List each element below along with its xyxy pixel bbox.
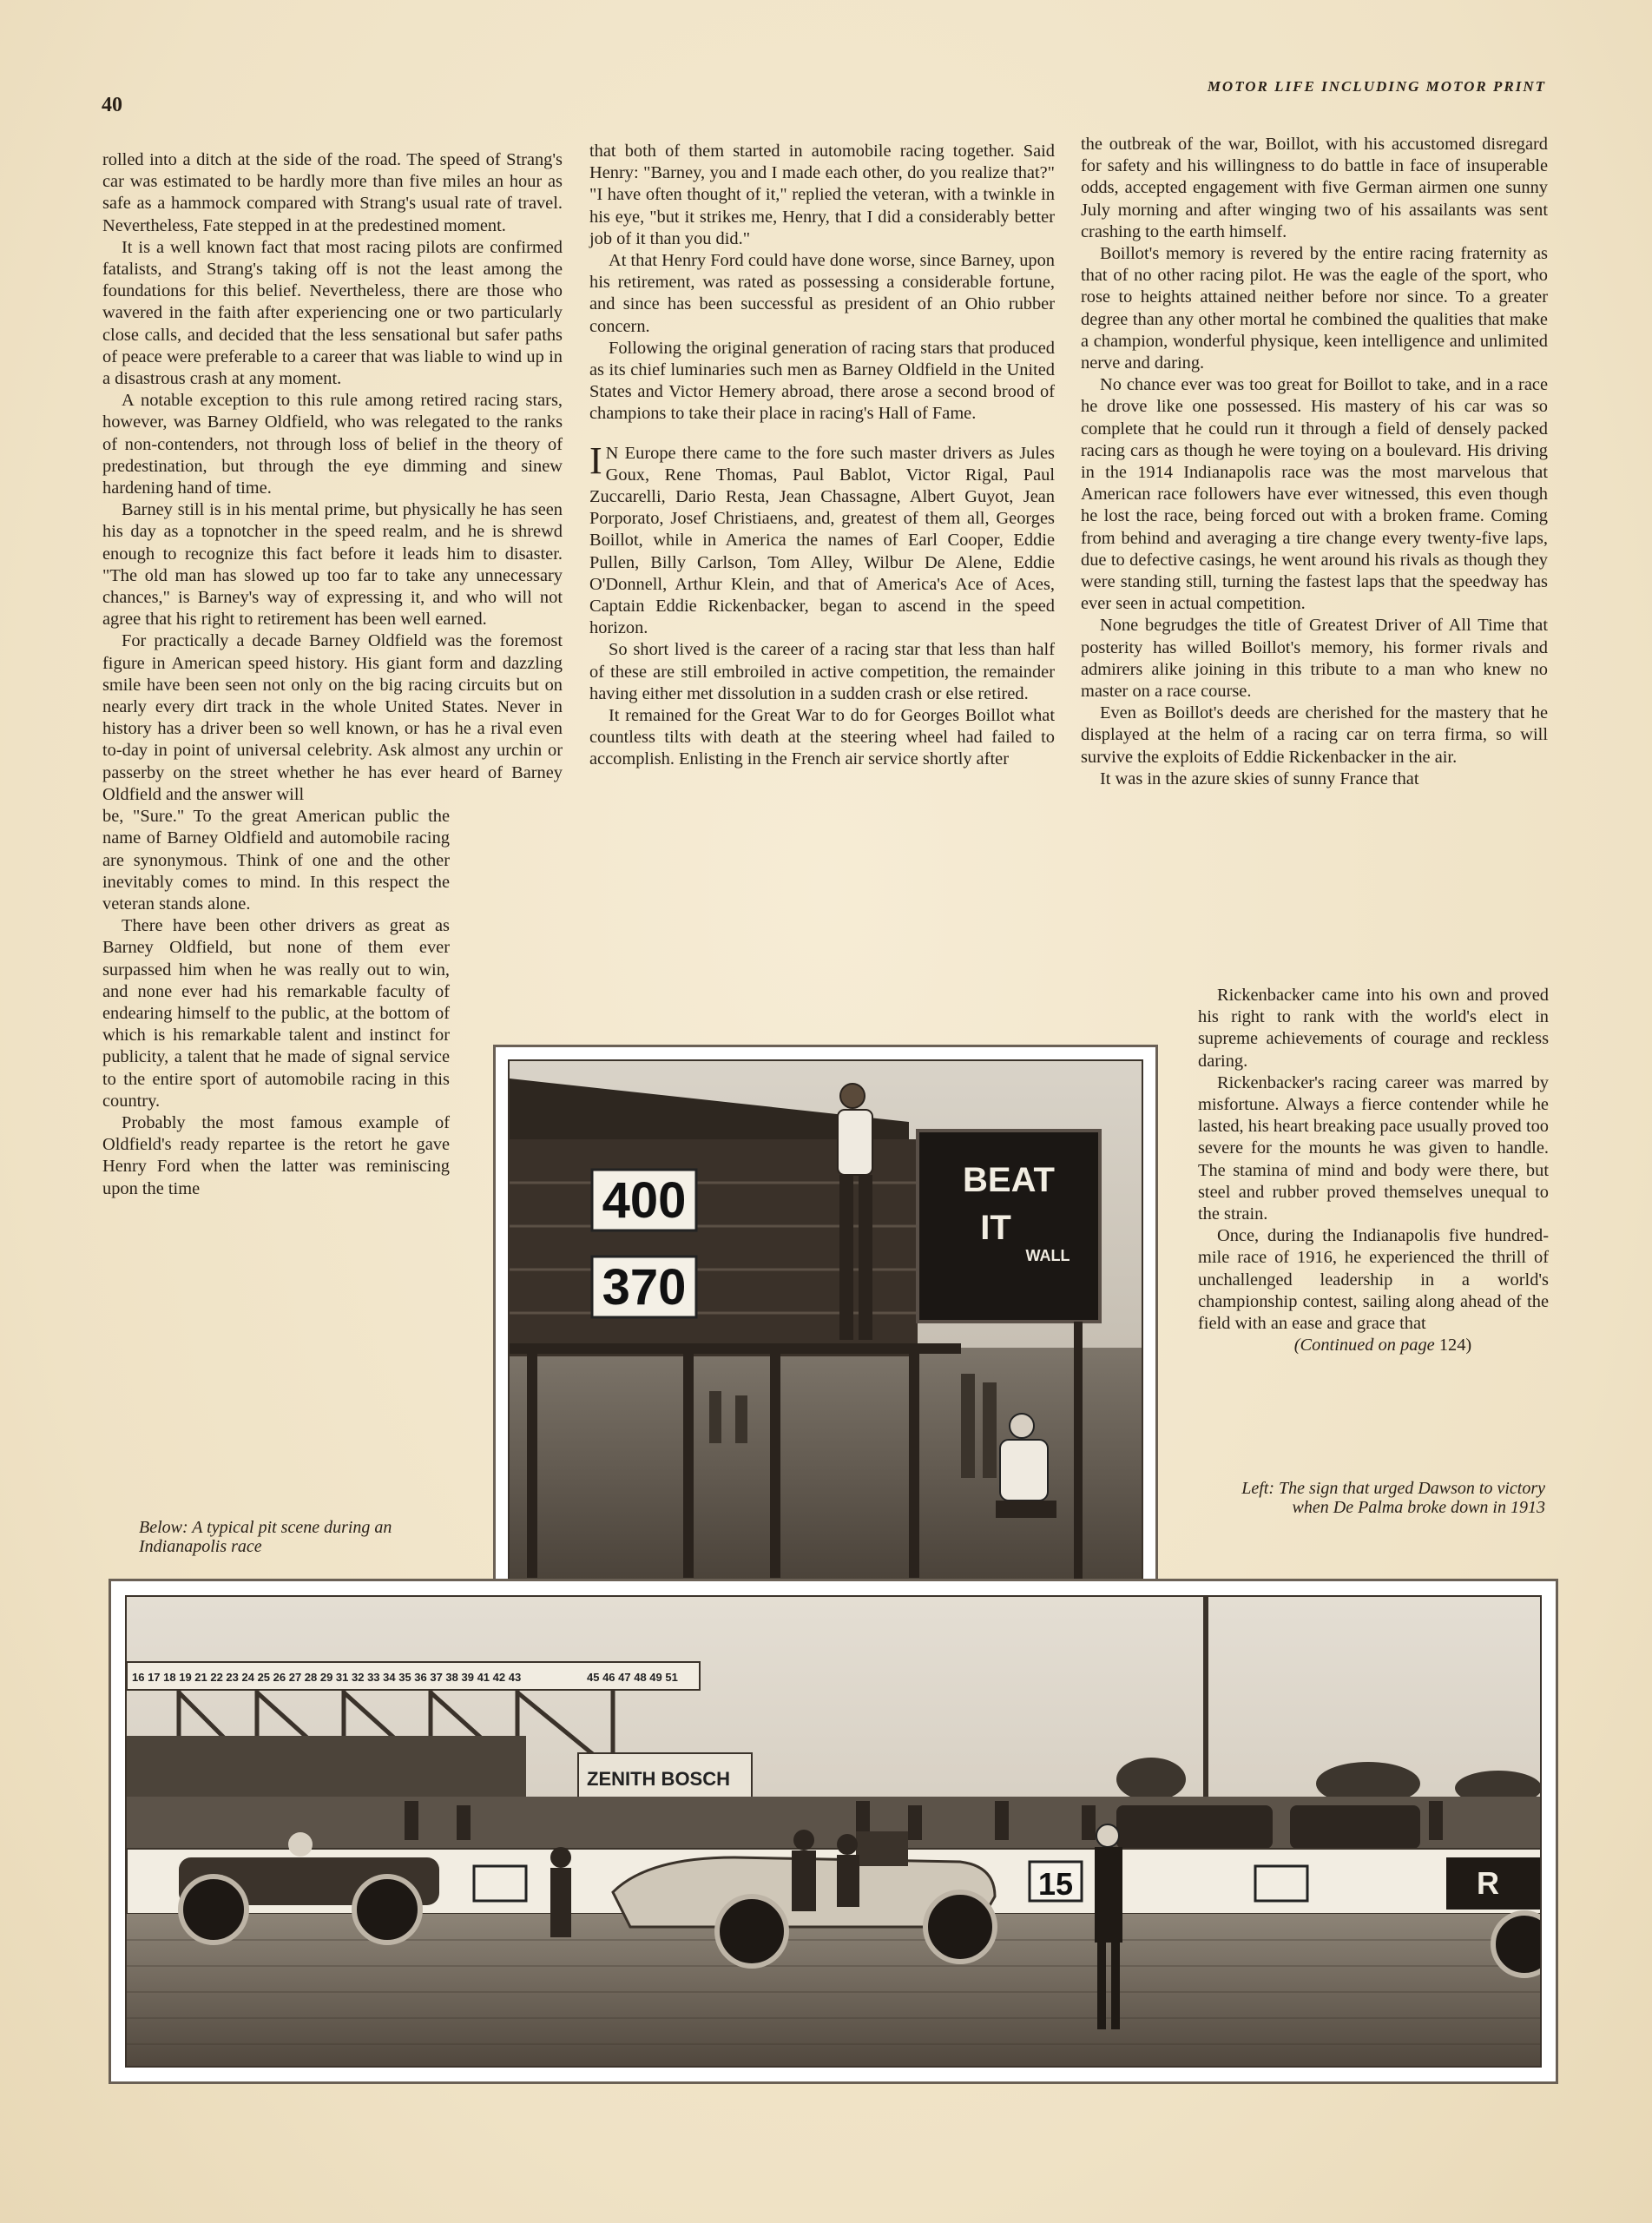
- paragraph: Boillot's memory is revered by the entire racing fraternity as that of no other racing pilot. He was the eagle of the sport, who rose to heights attained neither before nor since. To a greater degree than any other mortal he combined the qualities that make a champion, wonderful physique, keen intelligence and unlimited nerve and daring.: [1081, 244, 1548, 373]
- board-number-bottom: 370: [602, 1259, 687, 1316]
- column-3: [1081, 134, 1548, 790]
- paragraph: Probably the most famous example of Oldfield's ready repartee is the retort he gave Henry Ford when the latter was reminiscing upon the time: [102, 1112, 450, 1198]
- column-3-narrow: [1198, 985, 1549, 1356]
- pit-letter: R: [1477, 1865, 1499, 1901]
- scoreboard-numbers-left: 16 17 18 19 21 22 23 24 25 26 27 28 29 31 32 33 34 35 36 37 38 39 41 42 43: [132, 1671, 522, 1684]
- photo-sign-image: [508, 1059, 1143, 1580]
- sign-line-3: WALL: [1025, 1247, 1070, 1264]
- column-1-narrow: [102, 806, 450, 1200]
- paragraph: Barney still is in his mental prime, but physically he has seen his day as a topnotcher in the speed realm, and he is shrewd enough to recognize this fact before it leads him to disaster. "The old man has slowed up too far to take any unnecessary chances," is Barney's way of expressing it, and who will not agree that his right to retirement has been well earned.: [102, 500, 563, 630]
- paragraph: that both of them started in automobile racing together. Said Henry: "Barney, you and I made each other, do you realize that?" "I have often thought of it," replied the veteran, with a twinkle in his eye, "but it strikes me, Henry, that I did a considerably better job of it than you did.": [589, 142, 1055, 248]
- photo-pit-scene-image: [125, 1595, 1542, 2068]
- sign-line-2: IT: [980, 1209, 1011, 1247]
- paragraph: At that Henry Ford could have done worse, since Barney, upon his retirement, was rated as possessing a considerable fortune, and since has been successful as president of an Ohio rubber concern.: [589, 251, 1055, 336]
- paragraph: It is a well known fact that most racing pilots are confirmed fatalists, and Strang's taking off is not the least among the foundations for this belief. Nevertheless, there are those who wavered in the faith after experiencing one or two particularly close calls, and decided that the less sensational but safer paths of peace were preferable to a career that was liable to wind up in a disastrous crash at any moment.: [102, 237, 563, 389]
- paragraph: So short lived is the career of a racing star that less than half of these are still embroiled in active competition, the remainder having either met dissolution in a sudden crash or else retired.: [589, 640, 1055, 703]
- page-number: 40: [102, 94, 122, 116]
- sign-line-1: BEAT: [963, 1161, 1055, 1199]
- paragraph: It was in the azure skies of sunny France that: [1100, 768, 1419, 788]
- photo-pit-scene: [109, 1579, 1558, 2084]
- paragraph: Rickenbacker's racing career was marred by misfortune. Always a fierce contender while he lasted, his heart breaking pace usually proved too severe for the mounts he was given to handle. The stamina of mind and body were there, but steel and rubber proved themselves unequal to the strain.: [1198, 1072, 1549, 1224]
- section-opening-paragraph: I N Europe there came to the fore such master drivers as Jules Goux, Rene Thomas, Paul Bablot, Victor Rigal, Paul Zuccarelli, Dario Resta, Jean Chassagne, Albert Guyot, Jean Porporato, Josef Christiaens, and, greatest of them all, Georges Boillot, while in America the names of Earl Cooper, Eddie Pullen, Billy Carlson, Tom Alley, Wilbur De Alene, Eddie O'Donnell, Arthur Klein, and that of America's Ace of Aces, Captain Eddie Rickenbacker, began to ascend in the speed horizon.: [589, 439, 1055, 638]
- drop-cap: I: [589, 439, 602, 482]
- photo-pit-illustration: [127, 1597, 1542, 2068]
- continued-note: (Continued on page 124): [1293, 1336, 1472, 1356]
- paragraph: Even as Boillot's deeds are cherished for the mastery that he displayed at the helm of a racing car on terra firma, so will survive the exploits of Eddie Rickenbacker in the air.: [1081, 703, 1548, 767]
- paragraph: A notable exception to this rule among retired racing stars, however, was Barney Oldfield, who was relegated to the ranks of non-contenders, not through loss of belief in the theory of predestination, but through the eye dimming and sinew hardening hand of time.: [102, 391, 563, 498]
- caption-pit-scene: Below: A typical pit scene during an Indianapolis race: [139, 1518, 392, 1556]
- paragraph: For practically a decade Barney Oldfield was the foremost figure in American speed history. His giant form and dazzling smile have been seen not only on the big racing circuits but on nearly every dirt track in the whole United States. Never in history has a driver been so well known, or has he a rival even to-day in point of universal celebrity. Ask almost any urchin or passerby on the street whether he has ever heard of Barney Oldfield and the answer will: [102, 631, 563, 804]
- column-2: [589, 141, 1055, 771]
- paragraph: Once, during the Indianapolis five hundred-mile race of 1916, he experienced the thrill of unchallenged leadership in a world's championship contest, sailing along ahead of the field with an ease and grace that: [1198, 1226, 1549, 1334]
- board-number-top: 400: [602, 1172, 687, 1229]
- pit-number: 15: [1037, 1866, 1074, 1902]
- running-head: MOTOR LIFE INCLUDING MOTOR PRINT: [1207, 78, 1546, 95]
- paragraph: the outbreak of the war, Boillot, with his accustomed disregard for safety and his willingness to do battle in face of insuperable odds, accepted engagement with five German airmen one sunny July morning and after winging two of his assailants was sent crashing to the earth himself.: [1081, 135, 1548, 241]
- paragraph: be, "Sure." To the great American public the name of Barney Oldfield and automobile racing are synonymous. Think of one and the other inevitably comes to mind. In this respect the veteran stands alone.: [102, 807, 450, 914]
- paragraph: Rickenbacker came into his own and proved his right to rank with the world's elect in supreme achievements of courage and reckless daring.: [1198, 986, 1549, 1071]
- caption-sign: Left: The sign that urged Dawson to victory when De Palma broke down in 1913: [1241, 1479, 1545, 1517]
- photo-sign-illustration: [510, 1061, 1143, 1580]
- paragraph: There have been other drivers as great as Barney Oldfield, but none of them ever surpassed him when he was really out to win, and none ever had his remarkable faculty of endearing himself to the public, at the bottom of which is his remarkable talent and instinct for publicity, a talent that he made of signal service to the entire sport of automobile racing in this country.: [102, 916, 450, 1111]
- pit-banner: ZENITH BOSCH: [587, 1768, 730, 1790]
- paragraph: Following the original generation of racing stars that produced as its chief luminaries such men as Barney Oldfield in the United States and Victor Hemery abroad, there arose a second brood of champions to take their place in racing's Hall of Fame.: [589, 338, 1055, 424]
- paragraph: None begrudges the title of Greatest Driver of All Time that posterity has willed Boillot's memory, his former rivals and admirers alike joining in this tribute to a man who knew no master on a race course.: [1081, 616, 1548, 702]
- photo-sign: [493, 1045, 1158, 1595]
- paragraph: No chance ever was too great for Boillot to take, and in a race he drove like one possessed. His mastery of his car was so complete that he could run it through a field of densely packed racing cars as though he were toying on a boulevard. His driving in the 1914 Indianapolis race was the most marvelous that American race followers have ever witnessed, this even though he lost the race, being forced out with a broken frame. Coming from behind and averaging a tire change every twenty-five laps, due to defective casings, he went around his rivals as though they were standing still, turning the fastest laps that the speedway has ever seen in actual competition.: [1081, 375, 1548, 614]
- paragraph: rolled into a ditch at the side of the road. The speed of Strang's car was estimated to be hardly more than five miles an hour as safe as a hammock compared with Strang's usual rate of travel. Nevertheless, Fate stepped in at the predestined moment.: [102, 150, 563, 235]
- column-1: [102, 149, 563, 1200]
- paragraph: It remained for the Great War to do for Georges Boillot what countless tilts with death at the steering wheel had failed to accomplish. Enlisting in the French air service shortly after: [589, 706, 1055, 769]
- scoreboard-numbers-right: 45 46 47 48 49 51: [587, 1671, 678, 1684]
